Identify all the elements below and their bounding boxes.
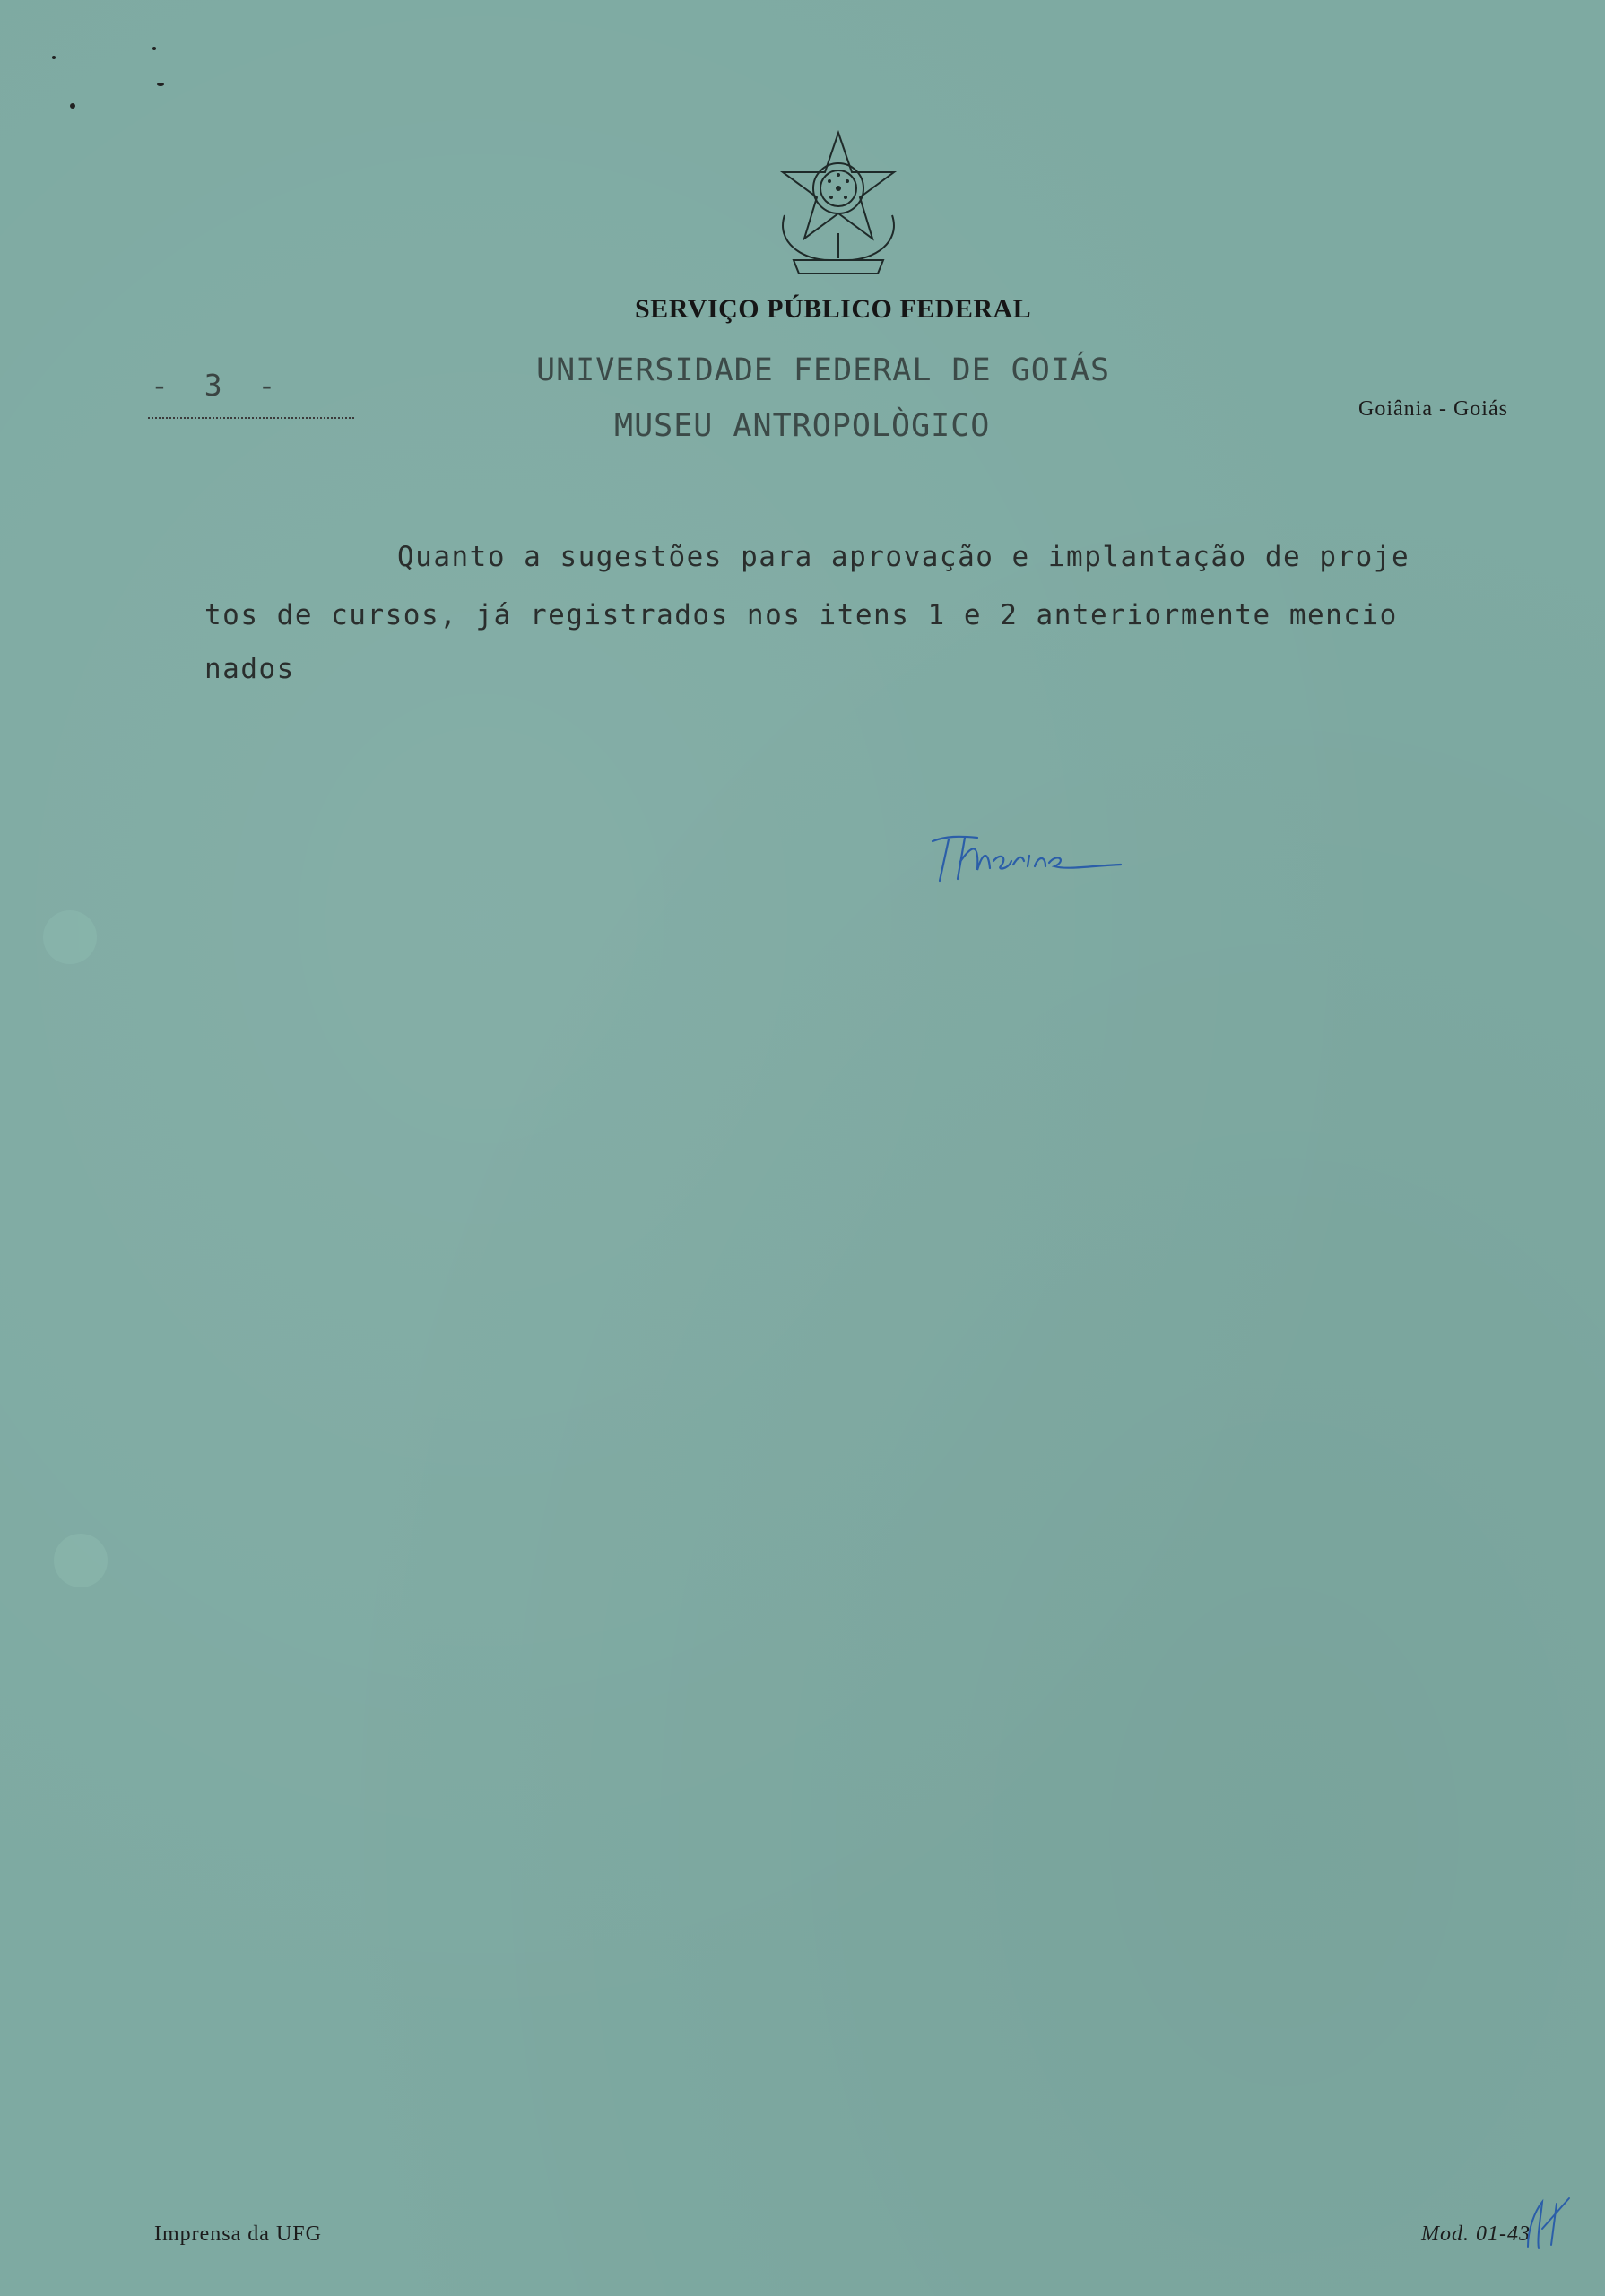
coat-of-arms-emblem <box>767 126 910 278</box>
paper-speck <box>157 83 164 86</box>
service-heading: SERVIÇO PÚBLICO FEDERAL <box>635 294 1032 324</box>
body-line-2: tos de cursos, já registrados nos itens 1 e 2 anteriormente mencio <box>204 599 1398 631</box>
paper-speck <box>152 47 156 50</box>
form-model-number: Mod. 01-43 <box>1421 2222 1531 2246</box>
museum-name: MUSEU ANTROPOLÒGICO <box>614 408 991 444</box>
printer-credit: Imprensa da UFG <box>154 2222 322 2246</box>
body-line-3: nados <box>204 653 295 685</box>
body-line-1: Quanto a sugestões para aprovação e implantação de proje <box>397 541 1410 573</box>
paper-stain <box>54 1534 108 1587</box>
university-name: UNIVERSIDADE FEDERAL DE GOIÁS <box>536 352 1111 388</box>
handwritten-signature <box>924 825 1130 888</box>
location-label: Goiânia - Goiás <box>1358 397 1508 421</box>
page-number: - 3 - <box>151 368 285 403</box>
handwritten-initials <box>1515 2193 1578 2256</box>
paper-speck <box>52 56 56 59</box>
paper-stain <box>43 910 97 964</box>
page-number-rule <box>148 417 354 419</box>
paper-speck <box>70 103 75 109</box>
